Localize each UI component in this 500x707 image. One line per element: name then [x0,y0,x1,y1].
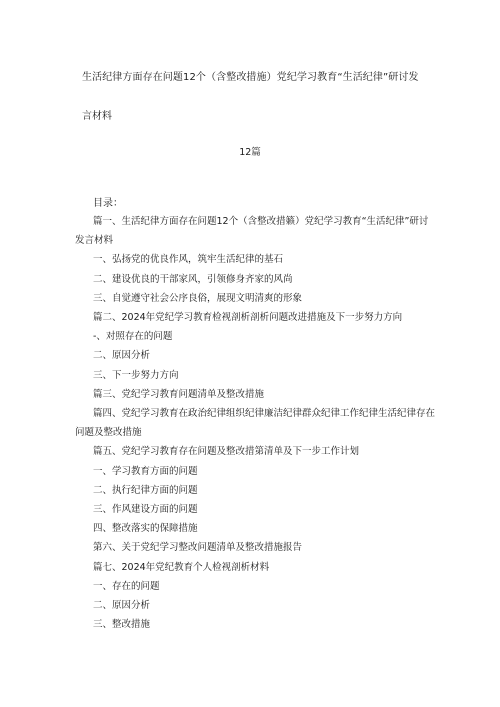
article-count: 12篇 [239,147,261,158]
toc-item: 一、弘扬党的优良作风，筑牢生活纪律的基石 [93,254,284,266]
toc-item: 二、建设优良的干部家风，引领修身齐家的风尚 [93,273,293,285]
toc-item: 第六、关于党纪学习整改问题清单及整改措施报告 [93,542,303,554]
toc-item: 三、自觉遵守社会公序良俗，展现文明清爽的形象 [93,292,303,304]
toc-item: 篇七、2024年党纪教育个人检视剖析材料 [93,561,270,573]
toc-item: 篇二、2024年党纪学习教育检视剖析剖析问题改进措施及下一步努力方向 [93,312,403,324]
toc-item: 四、整改落实的保障措施 [93,523,198,535]
toc-item: 篇三、党纪学习教育问题清单及整改措施 [93,388,265,400]
toc-item: 三、整改措施 [93,619,151,631]
toc-item: 一、存在的问题 [93,580,160,592]
toc-item: 三、作风建设方面的问题 [93,504,198,516]
toc-item: 一、学习教育方面的问题 [93,465,198,477]
toc-item: 二、执行纪律方面的问题 [93,484,198,496]
toc-item: 三、下一步努力方向 [93,369,179,381]
toc-item: 篇五、党纪学习教育存在问题及整改措第清单及下一步工作计划 [93,446,360,458]
toc-item: 篇一、生活纪律方面存在问题12个（含整改措籁）党纪学习教育“生活纪律”研讨发言材料 [75,216,429,247]
document-title-line-1: 生活纪律方面存在问题12个（含整改措施）党纪学习教育“生活纪律”研讨发 [82,72,419,83]
toc-item: 二、原因分析 [93,350,151,362]
toc-item: 篇四、党纪学习教育在政治纪律组织纪律廉洁纪律群众纪律工作纪律生活纪律存在问题及整改措施 [75,408,436,439]
toc-item: 二、原因分析 [93,600,151,612]
toc-label: 目录： [93,198,123,209]
toc-item: -、对照存在的问题 [93,331,173,343]
document-title-line-2: 言材料 [82,111,112,122]
table-of-contents [75,212,435,634]
